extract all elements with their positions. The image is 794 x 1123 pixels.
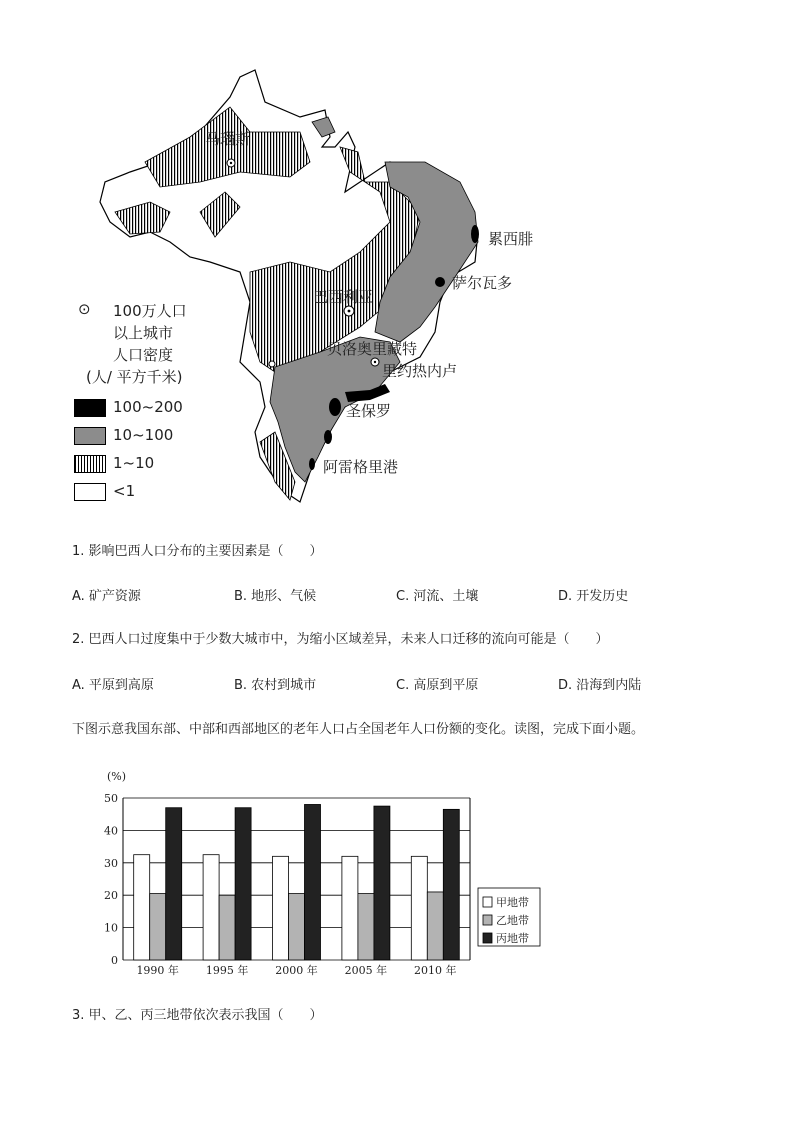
bar-丙地带-4 xyxy=(443,809,459,960)
legend-swatch-1-10 xyxy=(74,455,106,473)
city-label-belo-horizonte: 贝洛奥里藏特 xyxy=(327,340,418,358)
question-2-option-b[interactable]: B. 农村到城市 xyxy=(234,678,317,693)
city-label-manaus: 马瑙斯 xyxy=(205,130,251,148)
chart-intro-text: 下图示意我国东部、中部和西部地区的老年人口占全国老年人口份额的变化。读图，完成下面小题。 xyxy=(72,722,645,737)
legend-density-unit: (人/ 平方千米) xyxy=(86,368,183,386)
bar-甲地带-0 xyxy=(134,855,150,960)
legend-label-10-100: 10~100 xyxy=(113,426,174,444)
bar-丙地带-3 xyxy=(374,806,390,960)
elderly-population-bar-chart xyxy=(95,760,555,985)
question-2-option-c[interactable]: C. 高原到平原 xyxy=(396,678,479,693)
bar-乙地带-3 xyxy=(358,894,374,960)
city-label-brasilia: 巴西利亚 xyxy=(313,288,374,306)
legend-swatch-丙地带 xyxy=(483,933,492,943)
question-2-option-a[interactable]: A. 平原到高原 xyxy=(72,678,154,693)
legend-label-甲地带: 甲地带 xyxy=(496,896,529,909)
question-3-text: 3. 甲、乙、丙三地带依次表示我国（ ） xyxy=(72,1008,323,1023)
legend-swatch-10-100 xyxy=(74,427,106,445)
y-tick-label-30: 30 xyxy=(104,856,118,870)
region-density-100-200-recife xyxy=(471,225,479,243)
legend-city-symbol: ⊙ xyxy=(78,300,91,318)
legend-swatch-甲地带 xyxy=(483,897,492,907)
legend-city-label: 100万人口 xyxy=(113,302,187,320)
city-label-recife: 累西腓 xyxy=(488,230,534,248)
bar-丙地带-1 xyxy=(235,808,251,960)
legend-label-1-10: 1~10 xyxy=(113,454,155,472)
question-1-option-d[interactable]: D. 开发历史 xyxy=(558,589,629,604)
y-tick-label-40: 40 xyxy=(104,824,118,838)
bar-丙地带-0 xyxy=(166,808,182,960)
question-2-text: 2. 巴西人口过度集中于少数大城市中，为缩小区域差异，未来人口迁移的流向可能是（ ） xyxy=(72,632,609,647)
y-tick-label-20: 20 xyxy=(104,889,118,903)
bar-乙地带-2 xyxy=(289,894,305,960)
region-density-100-200-saopaulo xyxy=(329,398,341,416)
region-density-100-200-salvador xyxy=(435,277,445,287)
question-1-text: 1. 影响巴西人口分布的主要因素是（ ） xyxy=(72,544,323,559)
region-density-100-200-portoalegre xyxy=(309,458,315,470)
bar-甲地带-1 xyxy=(203,855,219,960)
city-label-salvador: 萨尔瓦多 xyxy=(452,274,513,292)
region-density-100-200-east xyxy=(324,430,332,444)
legend-city-label2: 以上城市 xyxy=(113,324,174,342)
city-label-rio: 里约热内卢 xyxy=(382,362,458,380)
city-label-sao-paulo: 圣保罗 xyxy=(346,402,392,420)
question-1-option-a[interactable]: A. 矿产资源 xyxy=(72,589,141,604)
bar-乙地带-4 xyxy=(427,892,443,960)
question-2-option-d[interactable]: D. 沿海到内陆 xyxy=(558,678,642,693)
city-label-porto-alegre: 阿雷格里港 xyxy=(323,458,399,476)
x-tick-label-3: 2005 年 xyxy=(344,964,388,977)
x-tick-label-2: 2000 年 xyxy=(275,964,318,977)
bar-乙地带-1 xyxy=(219,895,235,960)
x-tick-label-4: 2010 年 xyxy=(414,964,457,977)
city-marker-west xyxy=(269,361,275,367)
bar-乙地带-0 xyxy=(150,894,166,960)
y-axis-label: (%) xyxy=(107,770,127,783)
legend-label-丙地带: 丙地带 xyxy=(496,932,529,945)
y-tick-label-50: 50 xyxy=(104,792,118,805)
bar-甲地带-2 xyxy=(273,856,289,960)
bar-甲地带-4 xyxy=(411,856,427,960)
legend-density-title: 人口密度 xyxy=(113,346,174,364)
legend-label-lt1: <1 xyxy=(113,482,136,500)
legend-label-100-200: 100~200 xyxy=(113,398,183,416)
question-1-option-b[interactable]: B. 地形、气候 xyxy=(234,589,317,604)
x-tick-label-1: 1995 年 xyxy=(205,964,249,977)
y-tick-label-10: 10 xyxy=(104,921,118,935)
legend-swatch-乙地带 xyxy=(483,915,492,925)
legend-swatch-lt1 xyxy=(74,483,106,501)
legend-label-乙地带: 乙地带 xyxy=(496,914,529,927)
legend-swatch-100-200 xyxy=(74,399,106,417)
x-tick-label-0: 1990 年 xyxy=(136,964,179,977)
bar-丙地带-2 xyxy=(305,804,321,960)
question-1-option-c[interactable]: C. 河流、土壤 xyxy=(396,589,479,604)
bar-甲地带-3 xyxy=(342,856,358,960)
y-tick-label-0: 0 xyxy=(111,954,118,967)
